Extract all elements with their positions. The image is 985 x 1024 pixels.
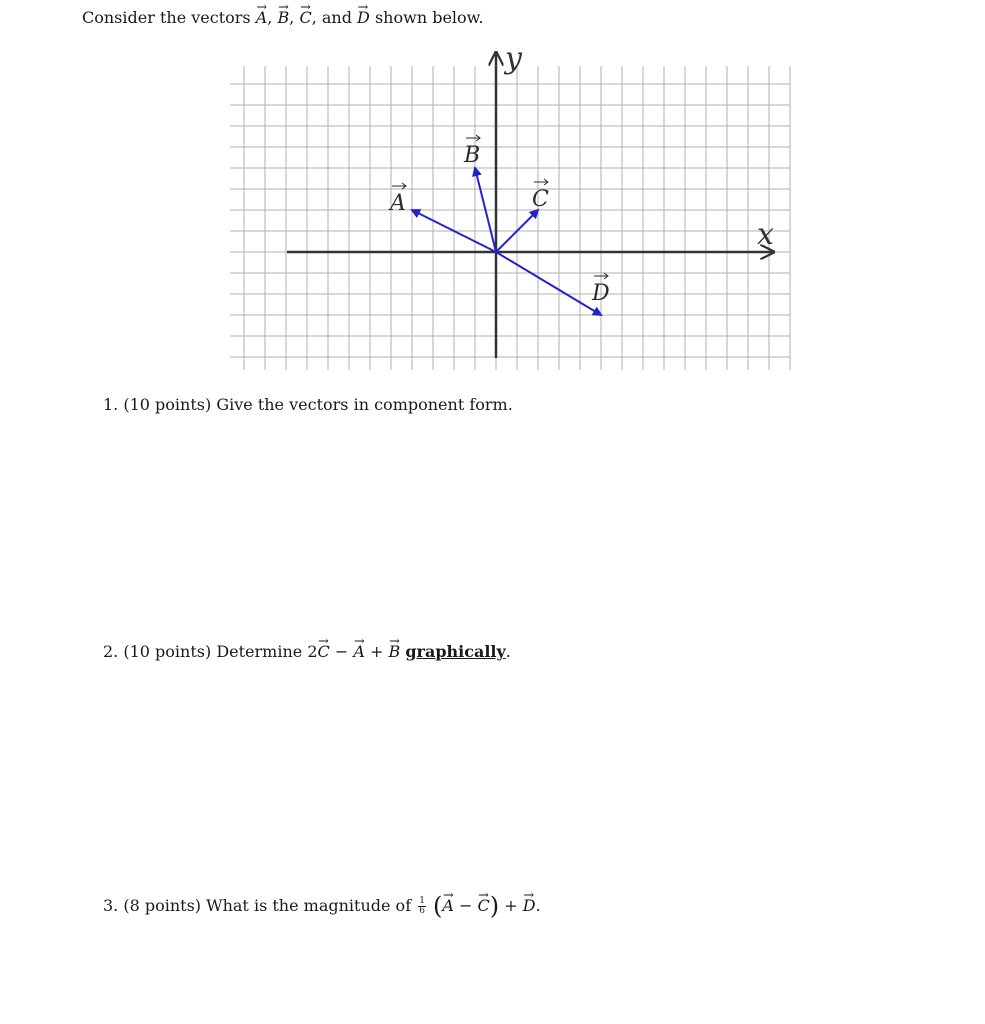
vector-a-label: A	[390, 191, 406, 216]
q1-text: Give the vectors in component form.	[216, 395, 513, 414]
vector-d-label: D	[592, 281, 610, 306]
intro-after: shown below.	[374, 8, 484, 27]
vector-d-arrow	[496, 252, 601, 315]
q2-vector-c: → C	[318, 642, 330, 661]
q3-minus: −	[453, 896, 478, 915]
q3-vector-d: → D	[523, 896, 536, 915]
q3-number: 3.	[103, 896, 119, 915]
q2-points: (10 points)	[123, 642, 212, 661]
vector-b-label: B	[464, 143, 481, 168]
vector-a-symbol: → A	[256, 8, 268, 27]
q2-minus: −	[329, 642, 354, 661]
vector-graph	[230, 40, 795, 370]
q3-rparen: )	[489, 892, 500, 920]
q3-fraction	[418, 897, 426, 916]
intro-sentence	[82, 8, 484, 27]
q3-frac-num: 1	[419, 896, 425, 906]
q3-frac-den: 6	[419, 906, 425, 916]
q2-emphasis: graphically	[405, 642, 506, 661]
q1-number: 1.	[103, 395, 119, 414]
vector-d-symbol: → D	[357, 8, 370, 27]
intro-sep3: , and	[311, 8, 352, 27]
intro-sep2: ,	[289, 8, 295, 27]
y-axis-label: y	[505, 41, 522, 76]
q3-lead: What is the magnitude of	[206, 896, 412, 915]
intro-before: Consider the vectors	[82, 8, 251, 27]
q2-vector-a: → A	[353, 642, 365, 661]
q2-plus: +	[364, 642, 389, 661]
question-2	[103, 642, 511, 661]
intro-sep1: ,	[267, 8, 273, 27]
grid	[230, 66, 790, 370]
label-arrows	[392, 135, 608, 279]
vector-c-symbol: → C	[299, 8, 311, 27]
vector-b-symbol: → B	[277, 8, 289, 27]
q3-points: (8 points)	[123, 896, 202, 915]
question-3	[103, 892, 541, 920]
q2-end: .	[505, 642, 511, 661]
q1-points: (10 points)	[123, 395, 212, 414]
q3-plus: +	[499, 896, 523, 915]
vector-c-label: C	[532, 187, 549, 212]
q2-number: 2.	[103, 642, 119, 661]
q2-vector-b: → B	[388, 642, 400, 661]
q3-end: .	[535, 896, 541, 915]
question-1	[103, 395, 513, 414]
q3-vector-c: → C	[478, 896, 490, 915]
q2-lead: Determine 2	[216, 642, 318, 661]
q3-lparen: (	[433, 892, 443, 920]
x-axis-label: x	[757, 217, 774, 252]
q3-vector-a: → A	[442, 896, 454, 915]
